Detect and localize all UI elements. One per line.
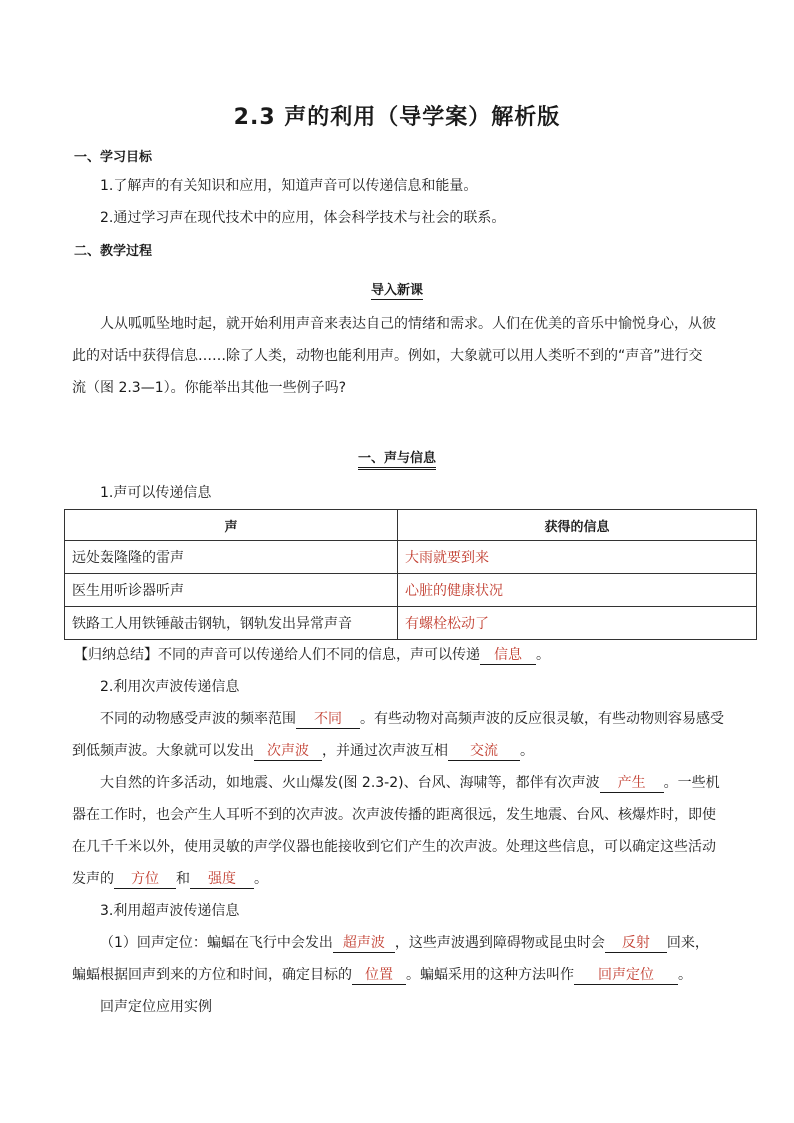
p3-line-1 [100, 773, 720, 793]
p4-text: 回来， [666, 935, 709, 951]
answer-blank: 方位 [114, 870, 176, 889]
p2-text: 。 [520, 743, 534, 759]
p4-text: 。蝙蝠采用的这种方法叫作 [406, 967, 574, 983]
answer-blank: 位置 [352, 966, 406, 985]
p4-text: 。 [678, 967, 692, 983]
page-title: 2.3 声的利用（导学案）解析版 [233, 105, 561, 130]
part1-heading [0, 447, 794, 466]
p4-line-1 [100, 933, 709, 953]
table-cell-sound: 铁路工人用铁锤敲击钢轨，钢轨发出异常声音 [65, 607, 398, 640]
intro-heading-text: 导入新课 [370, 283, 423, 298]
answer-blank: 交流 [448, 742, 520, 761]
summary-prefix: 【归纳总结】不同的声音可以传递给人们不同的信息，声可以传递 [74, 647, 480, 663]
table-cell-sound: 医生用听诊器听声 [65, 574, 398, 607]
p3-text: 。 [254, 871, 268, 887]
goal-2: 2.通过学习声在现代技术中的应用，体会科学技术与社会的联系。 [100, 210, 506, 226]
p3-line-2: 器在工作时，也会产生人耳听不到的次声波。次声波传播的距离很远，发生地震、台风、核爆炸时，即使 [72, 807, 716, 823]
p4-text: 蝙蝠根据回声到来的方位和时间，确定目标的 [72, 967, 352, 983]
section-heading-process: 二、教学过程 [74, 244, 153, 259]
intro-line-3: 流（图 2.3—1）。你能举出其他一些例子吗? [72, 380, 347, 396]
intro-heading [0, 279, 794, 298]
p3-line-3: 在几千千米以外，使用灵敏的声学仪器也能接收到它们产生的次声波。处理这些信息，可以确定这些活动 [72, 839, 716, 855]
p4-text: ，这些声波遇到障碍物或昆虫时会 [394, 935, 605, 951]
answer-blank: 产生 [600, 774, 664, 793]
item3-title: 3.利用超声波传递信息 [100, 903, 240, 919]
table-row [65, 574, 757, 607]
last-line: 回声定位应用实例 [100, 999, 212, 1015]
table-cell-sound: 远处轰隆隆的雷声 [65, 541, 398, 574]
answer-blank: 次声波 [254, 742, 322, 761]
answer-blank: 超声波 [333, 934, 395, 953]
table-cell-info: 有螺栓松动了 [398, 607, 757, 640]
table-row [65, 607, 757, 640]
p3-text: 发声的 [72, 871, 114, 887]
intro-line-1: 人从呱呱坠地时起，就开始利用声音来表达自己的情绪和需求。人们在优美的音乐中愉悦身心，从彼 [100, 316, 716, 332]
section-heading-goals: 一、学习目标 [74, 150, 153, 165]
p2-text: 不同的动物感受声波的频率范围 [100, 711, 296, 727]
p3-text: 。一些机 [663, 775, 720, 791]
p2-text: ，并通过次声波互相 [322, 743, 448, 759]
goal-1: 1.了解声的有关知识和应用，知道声音可以传递信息和能量。 [100, 178, 478, 194]
answer-blank: 反射 [605, 934, 667, 953]
p4-text: （1）回声定位：蝙蝠在飞行中会发出 [100, 935, 333, 951]
table-header-sound: 声 [65, 510, 398, 541]
p2-line-2 [72, 741, 534, 761]
p3-text: 和 [176, 871, 190, 887]
table-header-row [65, 510, 757, 541]
table-header-info: 获得的信息 [398, 510, 757, 541]
summary-answer: 信息 [480, 646, 536, 665]
answer-blank: 回声定位 [574, 966, 678, 985]
item1-title: 1.声可以传递信息 [100, 485, 212, 501]
intro-line-2: 此的对话中获得信息……除了人类，动物也能利用声。例如，大象就可以用人类听不到的“声音”进行交 [72, 348, 703, 364]
p4-line-2 [72, 965, 692, 985]
p2-text: 到低频声波。大象就可以发出 [72, 743, 254, 759]
info-table [64, 509, 757, 640]
table-cell-info: 大雨就要到来 [398, 541, 757, 574]
p2-text: 。有些动物对高频声波的反应很灵敏，有些动物则容易感受 [360, 711, 724, 727]
p2-line-1 [100, 709, 724, 729]
summary-suffix: 。 [536, 647, 550, 663]
table-row [65, 541, 757, 574]
p3-text: 大自然的许多活动，如地震、火山爆发(图 2.3-2)、台风、海啸等，都伴有次声波 [100, 775, 600, 791]
answer-blank: 强度 [190, 870, 254, 889]
part1-heading-text: 一、声与信息 [358, 451, 436, 470]
answer-blank: 不同 [296, 710, 360, 729]
p3-line-4 [72, 869, 268, 889]
table-cell-info: 心脏的健康状况 [398, 574, 757, 607]
summary-line [74, 645, 550, 665]
item2-title: 2.利用次声波传递信息 [100, 679, 240, 695]
